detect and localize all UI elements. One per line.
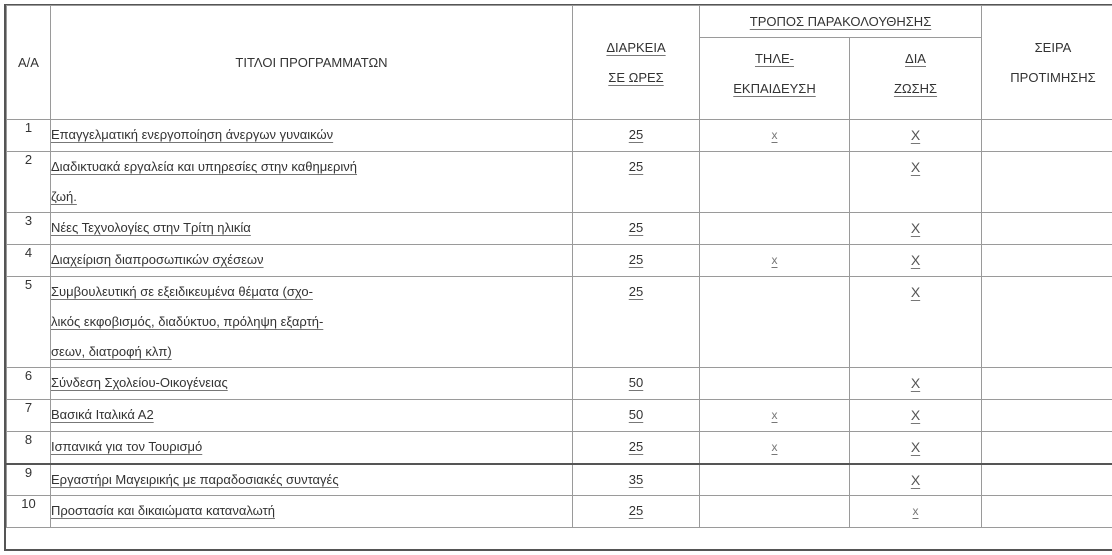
program-title-line: Διαχείριση διαπροσωπικών σχέσεων — [51, 252, 264, 267]
program-hours-value: 35 — [628, 471, 644, 487]
table-row — [7, 432, 1112, 464]
row-number: 8 — [7, 432, 51, 464]
remote-learning-cell[interactable] — [700, 368, 850, 400]
in-person-cell[interactable] — [850, 120, 982, 152]
preference-order-input[interactable] — [982, 432, 1112, 464]
row-number: 5 — [7, 277, 51, 368]
program-title — [51, 368, 573, 400]
table-row — [7, 152, 1112, 213]
preference-order-input[interactable] — [982, 213, 1112, 245]
remote-learning-mark: x — [771, 253, 778, 267]
in-person-mark: X — [910, 252, 921, 268]
remote-learning-cell[interactable] — [700, 400, 850, 432]
remote-learning-mark: x — [771, 128, 778, 142]
header-preference-order: ΣΕΙΡΑ ΠΡΟΤΙΜΗΣΗΣ — [982, 6, 1112, 120]
program-hours-value: 25 — [628, 159, 644, 174]
in-person-cell[interactable] — [850, 464, 982, 496]
program-title-line: Διαδικτυακά εργαλεία και υπηρεσίες στην καθημερινή — [51, 159, 358, 174]
preference-order-input[interactable] — [982, 368, 1112, 400]
programs-table-body — [7, 120, 1112, 528]
remote-learning-cell[interactable] — [700, 152, 850, 213]
program-hours — [573, 213, 700, 245]
preference-order-input[interactable] — [982, 496, 1112, 528]
program-title-line: λικός εκφοβισμός, διαδύκτυο, πρόληψη εξαρτή- — [51, 314, 324, 329]
program-hours-value: 50 — [628, 375, 644, 390]
program-hours — [573, 245, 700, 277]
in-person-mark: X — [910, 407, 921, 423]
header-attendance-mode: ΤΡΟΠΟΣ ΠΑΡΑΚΟΛΟΥΘΗΣΗΣ — [700, 6, 982, 38]
program-title-line: Συμβουλευτική σε εξειδικευμένα θέματα (σχο- — [51, 284, 313, 299]
program-hours-value: 25 — [628, 127, 644, 142]
preference-order-input[interactable] — [982, 245, 1112, 277]
table-row — [7, 277, 1112, 368]
program-title-line: Βασικά Ιταλικά Α2 — [51, 407, 154, 422]
program-title-line: Επαγγελματική ενεργοποίηση άνεργων γυναικών — [51, 127, 334, 142]
program-title-line: σεων, διατροφή κλπ) — [51, 344, 172, 359]
row-number: 2 — [7, 152, 51, 213]
table-row — [7, 120, 1112, 152]
in-person-mark: X — [910, 220, 921, 236]
remote-learning-cell[interactable] — [700, 277, 850, 368]
preference-order-input[interactable] — [982, 277, 1112, 368]
program-title — [51, 152, 573, 213]
program-title — [51, 277, 573, 368]
in-person-cell[interactable] — [850, 277, 982, 368]
preference-order-input[interactable] — [982, 152, 1112, 213]
program-title-line: Ισπανικά για τον Τουρισμό — [51, 439, 203, 454]
table-row — [7, 400, 1112, 432]
program-title-line: ζωή. — [51, 189, 77, 204]
program-title-line: Προστασία και δικαιώματα καταναλωτή — [51, 503, 275, 518]
programs-table — [6, 5, 1112, 528]
remote-learning-cell[interactable] — [700, 496, 850, 528]
program-title-line: Εργαστήρι Μαγειρικής με παραδοσιακές συνταγές — [51, 471, 339, 487]
in-person-cell[interactable] — [850, 432, 982, 464]
in-person-cell[interactable] — [850, 368, 982, 400]
program-title — [51, 432, 573, 464]
document-frame — [4, 4, 1112, 551]
program-title — [51, 245, 573, 277]
header-remote-learning: ΤΗΛΕ- ΕΚΠΑΙΔΕΥΣΗ — [700, 38, 850, 120]
remote-learning-cell[interactable] — [700, 464, 850, 496]
in-person-mark: X — [910, 375, 921, 391]
table-row — [7, 245, 1112, 277]
row-number: 6 — [7, 368, 51, 400]
program-title — [51, 120, 573, 152]
row-number: 9 — [7, 464, 51, 496]
in-person-mark: X — [910, 127, 921, 143]
header-in-person: ΔΙΑ ΖΩΣΗΣ — [850, 38, 982, 120]
table-row — [7, 496, 1112, 528]
in-person-cell[interactable] — [850, 213, 982, 245]
table-row — [7, 213, 1112, 245]
row-number: 1 — [7, 120, 51, 152]
in-person-mark: X — [910, 439, 921, 455]
program-hours — [573, 277, 700, 368]
in-person-cell[interactable] — [850, 400, 982, 432]
in-person-cell[interactable] — [850, 496, 982, 528]
preference-order-input[interactable] — [982, 400, 1112, 432]
row-number: 10 — [7, 496, 51, 528]
program-hours-value: 25 — [628, 439, 644, 454]
remote-learning-mark: x — [771, 408, 778, 422]
program-hours — [573, 400, 700, 432]
program-hours-value: 50 — [628, 407, 644, 422]
remote-learning-cell[interactable] — [700, 432, 850, 464]
program-hours-value: 25 — [628, 220, 644, 235]
in-person-mark: X — [910, 159, 921, 175]
table-row — [7, 368, 1112, 400]
header-titles: ΤΙΤΛΟΙ ΠΡΟΓΡΑΜΜΑΤΩΝ — [51, 6, 573, 120]
row-number: 3 — [7, 213, 51, 245]
remote-learning-cell[interactable] — [700, 213, 850, 245]
remote-learning-mark: x — [771, 440, 778, 454]
program-hours — [573, 432, 700, 464]
row-number: 7 — [7, 400, 51, 432]
program-hours — [573, 368, 700, 400]
program-title — [51, 464, 573, 496]
program-hours — [573, 464, 700, 496]
program-title-line: Νέες Τεχνολογίες στην Τρίτη ηλικία — [51, 220, 251, 235]
in-person-mark: X — [910, 284, 921, 300]
program-hours — [573, 120, 700, 152]
program-title — [51, 496, 573, 528]
remote-learning-cell[interactable] — [700, 120, 850, 152]
program-hours-value: 25 — [628, 503, 644, 518]
program-title-line: Σύνδεση Σχολείου-Οικογένειας — [51, 375, 228, 390]
program-title — [51, 213, 573, 245]
program-hours — [573, 496, 700, 528]
in-person-mark: x — [912, 504, 919, 518]
table-row — [7, 464, 1112, 496]
program-hours — [573, 152, 700, 213]
program-hours-value: 25 — [628, 284, 644, 299]
in-person-mark: X — [910, 471, 921, 488]
header-index: Α/Α — [7, 6, 51, 120]
program-title — [51, 400, 573, 432]
row-number: 4 — [7, 245, 51, 277]
header-duration: ΔΙΑΡΚΕΙΑ ΣΕ ΩΡΕΣ — [573, 6, 700, 120]
in-person-cell[interactable] — [850, 152, 982, 213]
remote-learning-cell[interactable] — [700, 245, 850, 277]
program-hours-value: 25 — [628, 252, 644, 267]
in-person-cell[interactable] — [850, 245, 982, 277]
preference-order-input[interactable] — [982, 120, 1112, 152]
preference-order-input[interactable] — [982, 464, 1112, 496]
